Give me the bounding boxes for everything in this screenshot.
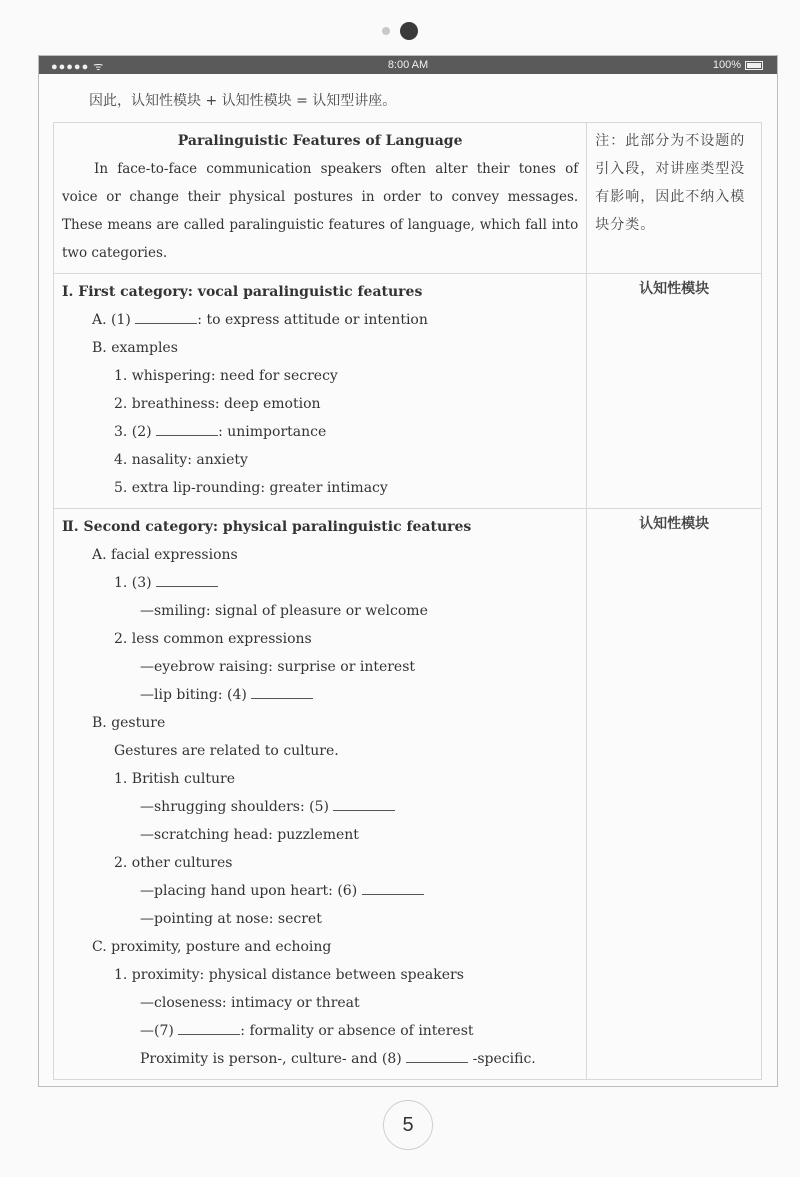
outline-item: —closeness: intimacy or threat	[140, 995, 360, 1011]
status-bar	[39, 56, 777, 74]
outline-item: B. examples	[92, 340, 178, 356]
table-row	[54, 274, 762, 509]
signal-icon: ●●●●● ᯤ	[51, 61, 105, 73]
page-dot-inactive[interactable]	[382, 27, 390, 35]
passage-paragraph: In face-to-face communication speakers often alter their tones of voice or change their physical postures in order to convey messages. These means are called paralinguistic features of language, which fall into two categories.	[62, 161, 579, 261]
page-dot-active[interactable]	[400, 22, 418, 40]
outline-item: —lip biting: (4)	[62, 681, 578, 709]
outline-item: —smiling: signal of pleasure or welcome	[140, 603, 428, 619]
outline-item: —shrugging shoulders: (5)	[62, 793, 578, 821]
outline-item: —scratching head: puzzlement	[140, 827, 359, 843]
battery-status	[713, 59, 763, 71]
outline-item: 1. (3)	[62, 569, 578, 597]
outline-item: —eyebrow raising: surprise or interest	[140, 659, 416, 675]
answer-blank-1[interactable]	[135, 309, 197, 324]
outline-item: —(7) : formality or absence of interest	[62, 1017, 578, 1045]
device-frame	[38, 55, 778, 1087]
outline-item: 1. British culture	[114, 771, 235, 787]
page-number: 5	[383, 1100, 433, 1150]
answer-blank-2[interactable]	[156, 421, 218, 436]
section1-heading: Ⅰ. First category: vocal paralinguistic features	[62, 284, 423, 300]
table-row	[54, 123, 762, 274]
outline-item: 4. nasality: anxiety	[114, 452, 248, 468]
answer-blank-4[interactable]	[251, 684, 313, 699]
outline-item: C. proximity, posture and echoing	[92, 939, 332, 955]
table-row	[54, 509, 762, 1080]
outline-item: A. facial expressions	[92, 547, 238, 563]
outline-item: 1. proximity: physical distance between speakers	[114, 967, 464, 983]
outline-item: 2. breathiness: deep emotion	[114, 396, 321, 412]
battery-label: 100%	[712, 59, 741, 71]
answer-blank-6[interactable]	[362, 880, 424, 895]
module-label-2: 认知性模块	[587, 509, 762, 1080]
section2-heading: Ⅱ. Second category: physical paralinguistic features	[62, 519, 472, 535]
outline-item: Gestures are related to culture.	[114, 743, 339, 759]
note-cell: 注：此部分为不设题的引入段，对讲座类型没有影响，因此不纳入模块分类。	[587, 123, 762, 274]
outline-item: —placing hand upon heart: (6)	[62, 877, 578, 905]
outline-item: —pointing at nose: secret	[140, 911, 322, 927]
answer-blank-3[interactable]	[156, 572, 218, 587]
lecture-table	[53, 122, 762, 1080]
outline-item: 3. (2) : unimportance	[62, 418, 578, 446]
outline-item: A. (1) : to express attitude or intention	[62, 306, 578, 334]
outline-item: 1. whispering: need for secrecy	[114, 368, 338, 384]
passage-title: Paralinguistic Features of Language	[177, 133, 463, 149]
outline-item: 2. other cultures	[114, 855, 233, 871]
battery-icon	[745, 61, 763, 70]
status-time: 8:00 AM	[387, 59, 429, 71]
answer-blank-7[interactable]	[178, 1020, 240, 1035]
intro-cell	[54, 123, 587, 274]
answer-blank-8[interactable]	[406, 1048, 468, 1063]
outline-item: Proximity is person-, culture- and (8) -specific.	[62, 1045, 578, 1073]
outline-item: B. gesture	[92, 715, 166, 731]
module-label-1: 认知性模块	[587, 274, 762, 509]
answer-blank-5[interactable]	[333, 796, 395, 811]
outline-item: 2. less common expressions	[114, 631, 312, 647]
outline-item: 5. extra lip-rounding: greater intimacy	[114, 480, 388, 496]
intro-text: 因此，认知性模块 + 认知性模块 = 认知型讲座。	[89, 93, 397, 109]
page-indicator[interactable]	[0, 20, 800, 40]
section2-cell	[54, 509, 587, 1080]
section1-cell	[54, 274, 587, 509]
